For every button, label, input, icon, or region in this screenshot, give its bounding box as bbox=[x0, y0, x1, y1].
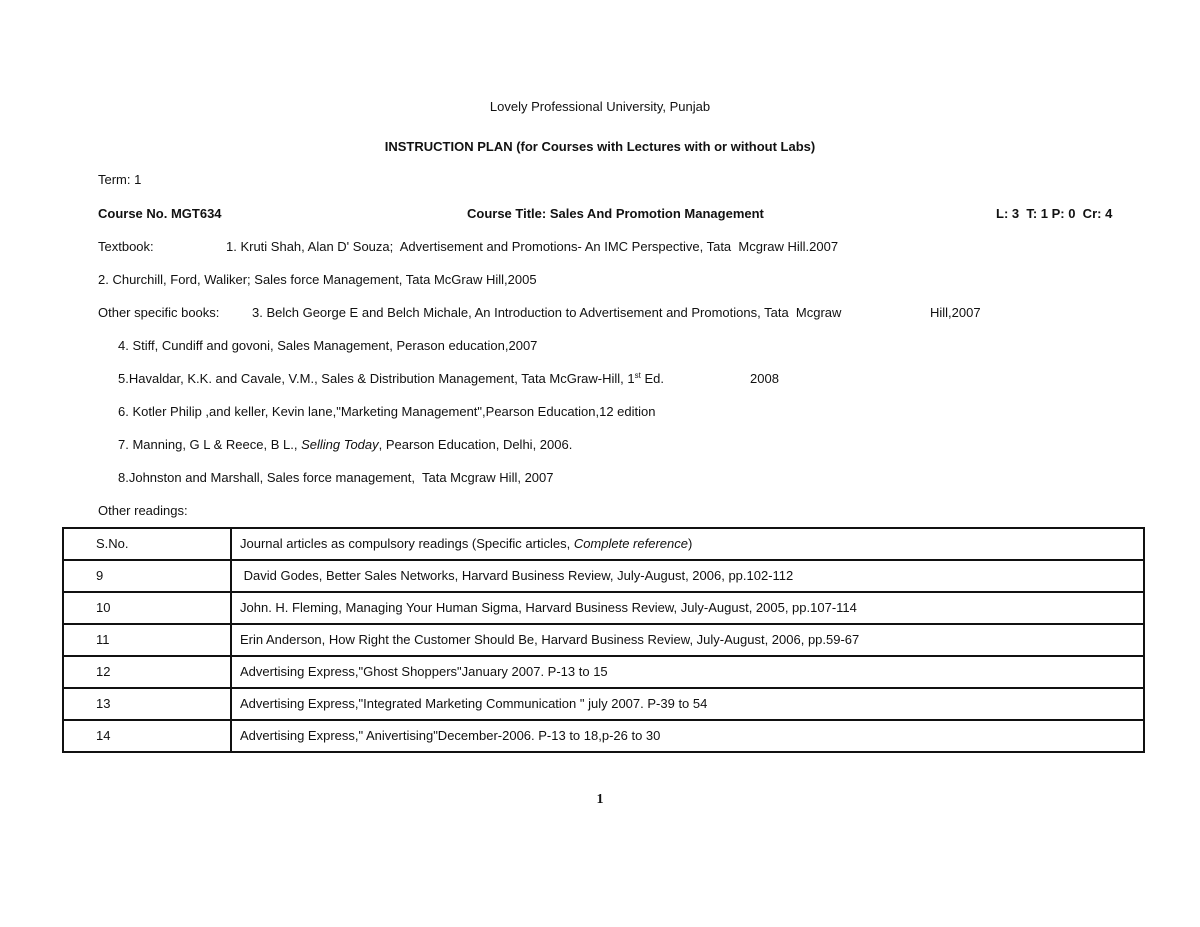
row-sno: 14 bbox=[63, 720, 231, 752]
other-book-item-5-year: 2008 bbox=[750, 371, 779, 386]
table-row bbox=[63, 592, 1144, 624]
item-5-text: 5.Havaldar, K.K. and Cavale, V.M., Sales & Distribution Management, Tata McGraw-Hill, 1 bbox=[118, 371, 635, 386]
row-sno: 11 bbox=[63, 624, 231, 656]
header-desc-text: Journal articles as compulsory readings (Specific articles, bbox=[240, 536, 574, 551]
university-name: Lovely Professional University, Punjab bbox=[489, 99, 711, 114]
textbook-item-2: 2. Churchill, Ford, Waliker; Sales force Management, Tata McGraw Hill,2005 bbox=[98, 272, 537, 287]
row-reference: Advertising Express,"Ghost Shoppers"January 2007. P-13 to 15 bbox=[231, 656, 1144, 688]
row-sno: 10 bbox=[63, 592, 231, 624]
header-desc-close: ) bbox=[687, 536, 693, 551]
textbook-label: Textbook: bbox=[98, 239, 154, 254]
row-reference: Advertising Express," Anivertising"December-2006. P-13 to 18,p-26 to 30 bbox=[231, 720, 1144, 752]
row-sno: 13 bbox=[63, 688, 231, 720]
course-title: Course Title: Sales And Promotion Management bbox=[467, 206, 764, 221]
textbook-item-1: 1. Kruti Shah, Alan D' Souza; Advertisement and Promotions- An IMC Perspective, Tata Mcgraw Hill.2007 bbox=[226, 239, 839, 254]
table-row bbox=[63, 720, 1144, 752]
page-number: 1 bbox=[596, 792, 604, 807]
item-5-edition: Ed. bbox=[640, 371, 664, 386]
other-readings-label: Other readings: bbox=[98, 503, 188, 518]
item-5-superscript: st bbox=[634, 371, 641, 380]
item-7-title: Selling Today bbox=[301, 437, 379, 452]
table-row bbox=[63, 688, 1144, 720]
other-book-item-3: 3. Belch George E and Belch Michale, An Introduction to Advertisement and Promotions, Tata Mcgraw bbox=[252, 305, 842, 320]
course-credits: L: 3 T: 1 P: 0 Cr: 4 bbox=[996, 206, 1113, 221]
other-book-item-7 bbox=[118, 437, 572, 453]
table-row bbox=[63, 624, 1144, 656]
row-sno: 12 bbox=[63, 656, 231, 688]
row-sno: 9 bbox=[63, 560, 231, 592]
row-reference: David Godes, Better Sales Networks, Harvard Business Review, July-August, 2006, pp.102-112 bbox=[231, 560, 1144, 592]
header-desc-italic: Complete reference bbox=[573, 536, 688, 551]
table-row bbox=[63, 656, 1144, 688]
header-description bbox=[231, 528, 1144, 560]
plan-title: INSTRUCTION PLAN (for Courses with Lectures with or without Labs) bbox=[384, 139, 816, 154]
header-sno: S.No. bbox=[63, 528, 231, 560]
row-reference: Erin Anderson, How Right the Customer Should Be, Harvard Business Review, July-August, 2006, pp.59-67 bbox=[231, 624, 1144, 656]
row-reference: John. H. Fleming, Managing Your Human Sigma, Harvard Business Review, July-August, 2005, pp.107-114 bbox=[231, 592, 1144, 624]
other-book-item-5 bbox=[118, 371, 664, 387]
readings-table bbox=[62, 527, 1145, 753]
other-book-item-8: 8.Johnston and Marshall, Sales force management, Tata Mcgraw Hill, 2007 bbox=[118, 470, 554, 485]
other-book-item-6: 6. Kotler Philip ,and keller, Kevin lane,"Marketing Management",Pearson Education,12 edition bbox=[118, 404, 656, 419]
item-7-publisher: , Pearson Education, Delhi, 2006. bbox=[378, 437, 573, 452]
table-row bbox=[63, 560, 1144, 592]
term: Term: 1 bbox=[98, 172, 142, 187]
other-book-item-3-year: Hill,2007 bbox=[930, 305, 981, 320]
table-header-row bbox=[63, 528, 1144, 560]
course-number: Course No. MGT634 bbox=[98, 206, 222, 221]
other-book-item-4: 4. Stiff, Cundiff and govoni, Sales Management, Perason education,2007 bbox=[118, 338, 538, 353]
row-reference: Advertising Express,"Integrated Marketing Communication " july 2007. P-39 to 54 bbox=[231, 688, 1144, 720]
other-books-label: Other specific books: bbox=[98, 305, 220, 320]
item-7-text: 7. Manning, G L & Reece, B L., bbox=[118, 437, 302, 452]
